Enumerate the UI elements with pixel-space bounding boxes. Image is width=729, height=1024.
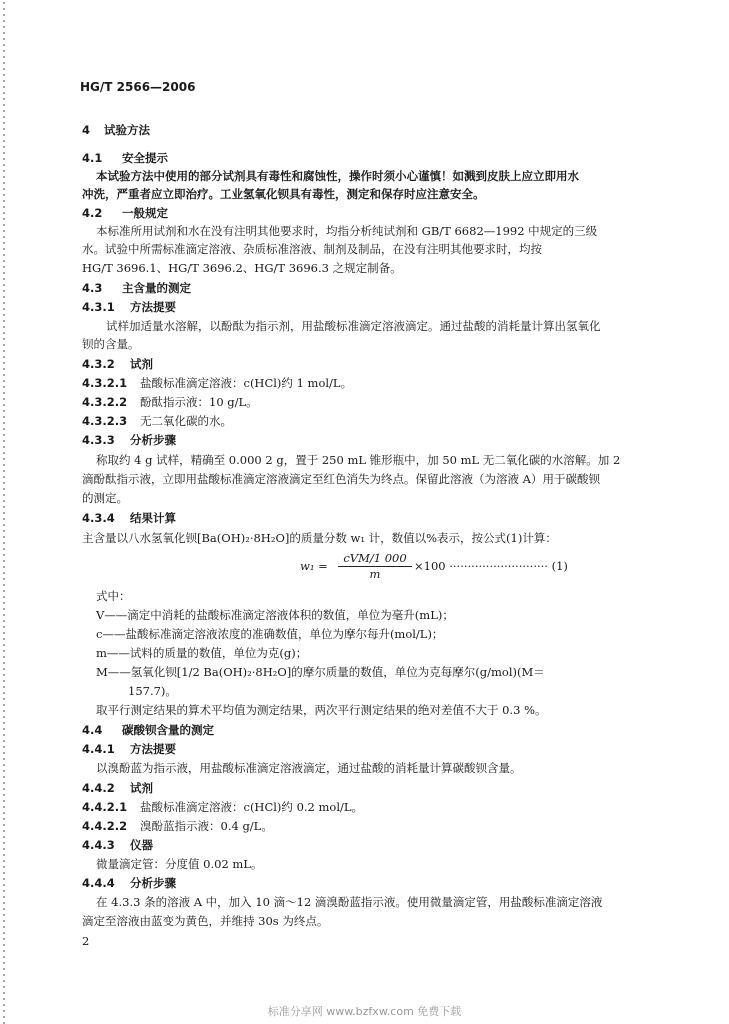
section-heading-4-4-1: 4.4.1 方法提要 — [82, 742, 176, 756]
paragraph-line: 滴酚酞指示液，立即用盐酸标准滴定溶液滴定至红色消失为终点。保留此溶液（为溶液 A）用于碳酸钡 — [82, 472, 600, 486]
binding-dots — [2, 0, 6, 1024]
section-heading-4: 4 试验方法 — [82, 123, 150, 137]
page-number: 2 — [82, 934, 90, 948]
formula-fraction — [338, 551, 412, 581]
footer-watermark[interactable]: 标准分享网 www.bzfxw.com 免费下载 — [267, 1005, 462, 1018]
paragraph-line: HG/T 3696.1、HG/T 3696.2、HG/T 3696.3 之规定制备。 — [82, 261, 402, 275]
section-heading-4-3-2: 4.3.2 试剂 — [82, 357, 153, 371]
paragraph-line: 滴定至溶液由蓝变为黄色，并维持 30s 为终点。 — [82, 914, 329, 928]
variable-def: m——试料的质量的数值，单位为克(g)； — [96, 646, 308, 660]
reagent-item: 4.3.2.2 酚酞指示液：10 g/L。 — [82, 395, 258, 409]
paragraph-line: 本标准所用试剂和水在没有注明其他要求时，均指分析纯试剂和 GB/T 6682—1992 中规定的三级 — [96, 224, 598, 238]
section-heading-4-3-1: 4.3.1 方法提要 — [82, 300, 176, 314]
section-heading-4-4-3: 4.4.3 仪器 — [82, 838, 153, 852]
variable-def: M——氢氧化钡[1/2 Ba(OH)₂·8H₂O]的摩尔质量的数值，单位为克每摩尔(g/mol)(M＝ — [96, 665, 545, 679]
section-heading-4-3-4: 4.3.4 结果计算 — [82, 511, 176, 525]
reagent-item: 4.3.2.3 无二氧化碳的水。 — [82, 414, 232, 428]
reagent-item: 4.4.2.2 溴酚蓝指示液：0.4 g/L。 — [82, 819, 273, 833]
formula-rhs: ×100 ··························· (1) — [414, 559, 568, 573]
section-heading-4-2: 4.2 一般规定 — [82, 206, 168, 220]
paragraph-line: 以溴酚蓝为指示液，用盐酸标准滴定溶液滴定，通过盐酸的消耗量计算碳酸钡含量。 — [96, 761, 522, 775]
paragraph-line: 主含量以八水氢氧化钡[Ba(OH)₂·8H₂O]的质量分数 w₁ 计，数值以%表示，按公式(1)计算： — [82, 531, 557, 545]
reagent-item: 4.3.2.1 盐酸标准滴定溶液：c(HCl)约 1 mol/L。 — [82, 376, 353, 390]
section-heading-4-3-3: 4.3.3 分析步骤 — [82, 433, 176, 447]
section-heading-4-1: 4.1 安全提示 — [82, 151, 168, 165]
section-heading-4-4: 4.4 碳酸钡含量的测定 — [82, 723, 214, 737]
paragraph-line: 试样加适量水溶解，以酚酞为指示剂，用盐酸标准滴定溶液滴定。通过盐酸的消耗量计算出氢氧化 — [106, 319, 601, 333]
section-heading-4-4-2: 4.4.2 试剂 — [82, 781, 153, 795]
paragraph-line: 微量滴定管：分度值 0.02 mL。 — [96, 857, 263, 871]
formula-1 — [300, 551, 640, 585]
paragraph-line: 称取约 4 g 试样，精确至 0.000 2 g，置于 250 mL 锥形瓶中，加 50 mL 无二氧化碳的水溶解。加 2 — [96, 453, 621, 467]
paragraph-line: 本试验方法中使用的部分试剂具有毒性和腐蚀性，操作时须小心谨慎！如溅到皮肤上应立即用水 — [96, 169, 579, 183]
formula-lhs: w₁ = — [300, 559, 328, 573]
paragraph-line: 在 4.3.3 条的溶液 A 中，加入 10 滴～12 滴溴酚蓝指示液。使用微量滴定管，用盐酸标准滴定溶液 — [96, 895, 603, 909]
reagent-item: 4.4.2.1 盐酸标准滴定溶液：c(HCl)约 0.2 mol/L。 — [82, 800, 364, 814]
section-heading-4-3: 4.3 主含量的测定 — [82, 281, 191, 295]
paragraph-line: 冲洗，严重者应立即治疗。工业氢氧化钡具有毒性，测定和保存时应注意安全。 — [82, 187, 485, 201]
variable-def: V——滴定中消耗的盐酸标准滴定溶液体积的数值，单位为毫升(mL)； — [96, 608, 454, 622]
paragraph-line: 的测定。 — [82, 491, 128, 505]
paragraph-line: 取平行测定结果的算术平均值为测定结果，两次平行测定结果的绝对差值不大于 0.3 %。 — [96, 703, 547, 717]
standard-code: HG/T 2566—2006 — [80, 80, 196, 94]
paragraph-line: 钡的含量。 — [82, 337, 140, 351]
where-label: 式中： — [96, 589, 131, 603]
variable-def: c——盐酸标准滴定溶液浓度的准确数值，单位为摩尔每升(mol/L)； — [96, 627, 444, 641]
formula-denominator: m — [369, 567, 381, 581]
section-heading-4-4-4: 4.4.4 分析步骤 — [82, 876, 176, 890]
formula-numerator: cVM/1 000 — [338, 551, 412, 567]
paragraph-line: 水。试验中所需标准滴定溶液、杂质标准溶液、制剂及制品，在没有注明其他要求时，均按 — [82, 242, 542, 256]
variable-def-cont: 157.7)。 — [128, 684, 177, 698]
